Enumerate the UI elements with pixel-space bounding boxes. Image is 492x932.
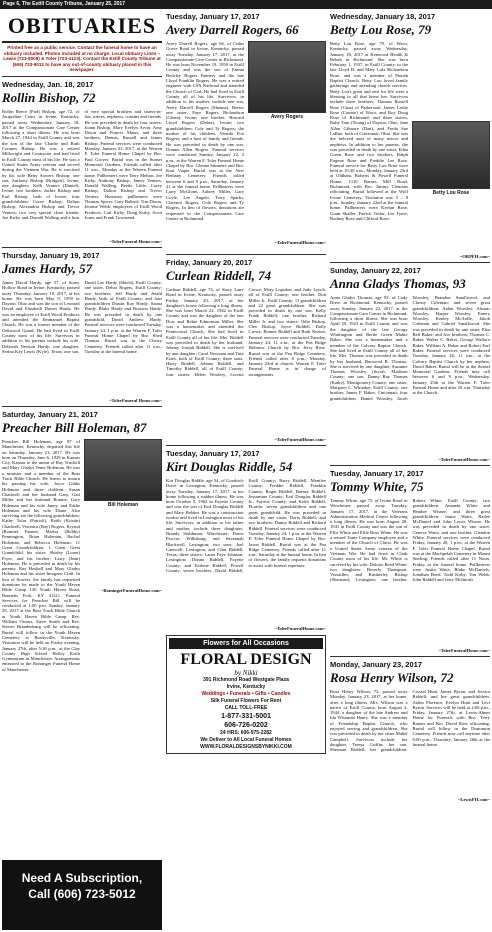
obituary-notice: Printed free as a public service. Contact the funeral home to have an obituary included. Photos included at no charge. Local obituary Lines – Lewis (723-8008) & Toler (723-4123). Contact the Estill County Tribune at (606) 723-9012 to have any out-of-county obituary placed in this newspaper. (3, 45, 161, 73)
portrait-photo (84, 439, 162, 501)
ad-name: FLORAL DESIGN (180, 651, 312, 668)
obit-body: Kirt Douglas Riddle, age 54, of Goodrich Drive in Lexington, Kentucky, passed away Tuesday, January 17, 2017, at his home following a sudden illness. He was born October 5, 1962 in Fayette County and was the son of Earl Douglas Riddell and Mary Belden. He was a construction worker and lived in Lexington most of his life. Survivors, in addition to his father and mother, include three daughters: Brandy Stubbman, Winchester; Dawn Proctor, Wilkshurg; and Savannah Blackwell, Lexington; two sons: Joel Cantwell, Lexington, and Clint Riddell, Texas; three sisters: Laura Faye Johnson, Lexington; Donna Riddell, Fayette County; and Earlene Riddell, Powell County; seven brothers: David Riddell, Estill County; Barry Riddell, Menifee County; Freddie Riddell, Franklin County; Roger Riddell, Barney Riddell, Jessamine County; Earl Douglas Riddell Jr., Fayette County; and Keith Riddell, Florida; seven grandchildren and one great grandchild. He was preceded in death by one sister, Doris Riddell; and two brothers: Danny Riddell and Richard Riddell. Funeral services were conducted Tuesday, January 24, 1 p.m. at the Warren F. Toler Funeral Home Chapel by Bro. Jason Riddell. Burial was at the Pea Ridge Cemetery. Friends called after 11 a.m., Saturday at the funeral home. In lieu of flowers, the family requests donations to assist with funeral expenses. (166, 478, 326, 574)
obit-date: Tuesday, January 17, 2017 (330, 469, 424, 478)
obit-avery (166, 12, 326, 251)
obit-body: Rosa Henry Wilson, 72, passed away Monday, January 23, 2017, at her home, after a long illness. Mrs. Wilson was a native of Estill County, born August 4, 1944, a daughter of the late Andrew and Ida Wiseman Henry. She was a member of Friendship Baptist Church, who enjoyed sewing and grandchildren. She was preceded in death by her sister Mabel Campbell. Survivors include her daughter, Teresa Griffin; her son, Sherman Riddell; her grandchildren: Crystal Hunt, James Byron, and Jessica Riddell; and her great grandchildren: Aiden Florence, Evelyn Hunt and Levi Byron. Services will be held at 2:00 p.m., Friday, January 27th, at Lewis-Abner Home for Funerals with Bro. Terry Barnes and Bro. David Ross officiating. Burial will follow in the Duncanon Cemetery. Friends may call anytime after 6:00 p.m., Thursday, January 26th at the funeral home. (330, 689, 490, 753)
obit-body: Anna Gladys Thomas, age 93, of Cady Drive in Richmond, Kentucky, passed away Sunday, January 22, 2017, at the Compassionate Care Center in Richmond, following a short illness. She was born April 29, 1923 in Estill County and was the daughter of the late George Whittington and Bertie Green Mabie Baker. She was a homemaker and a member of the Calvary Baptist Church. She had lived in Estill County all of her life. Mrs. Thomas was preceded in death by her husband, Burwood R. Thomas. She is survived by one daughter, Suzanne Thomas Woosley (Scott), Madison County; one son, Danny Ray Thomas (Kathy), Montgomery County; one sister, Margaret L. Whitaker, Estill County; one brother, James F. Baker, Cincinnati; four grandchildren, Daniel Woosley, Jacob Woosley, Brandon Smallwood, and Christy Coleman; and seven great grandchildren; Aidan Woosley, Alistair Woosley, Harper Woosley, Emery Woosley, Kenley McArdle, Jakob Coleman and Gabriel Smallwood. She was preceded in death by one sister, Elza Bell Baker; and five brothers; Thomas C. Baker, Walter C. Baker, George Wallace Baker, William A. Baker and Robert Earl Baker. Funeral services were conducted Tuesday, January 26, 11 a.m., at the Calvary Baptist Church by her nephew, David Baker. Burial will be at the Sunset Memorial Gardens. Friends may call between 6 and 9 p.m., Wednesday, January 25th at the Warren F. Toler Funeral Home and after 10 a.m. Thursday at the Church. (330, 295, 490, 401)
photo-caption: Bill Holeman (107, 501, 139, 508)
obit-body: Avery Darrell Rogers, age 66, of Cedar Grove Road in Irvine, Kentucky, passed away Tuesday, January 17, 2017, at the Compassionate Care Center in Richmond. He was born November 19, 1950 in Estill County and was the son of Emma Beckley Rogers Fannery and the late Lloyd Franklin Rogers. He was a retired engineer with CSX Railroad and attended the Church of God. He had lived in Estill County all of his life. Survivors, in addition to his mother, include one son, Avery Darrell Rogers (Shauna), Berea; one sister, Faye Rogers Richardson (Glenn), Irvine; one brother, Howard Lloyd Rogers (Debra), Irvine; two grandchildren; Cole and Ty Rogers; the mother of his children, Veneda Fox Rogers; and a host of family and friends. He was preceded in death by one son, Donnie Allen Rogers. Funeral services were conducted Sunday, January 22, 2 p.m., at the Warren F. Toler Funeral Home Chapel by Bro. Glenna Stinnette and Bro. Kurt Vaque. Burial was at the New Bethany Cemetery. Friends called between 6 and 9 p.m., Saturday, January 21 at the funeral home. Pallbearers were Larry McGlone, Aubrey Miller, Gary Coyle, Lee Angelo, Terry Sparks, Clarence Rogers, Cole Rogers and Ty Rogers. In lieu of flowers, donations are requested to the Compassionate Care Center in Richmond. (166, 41, 244, 221)
page-title: OBITUARIES (2, 13, 162, 43)
obit-name: Betty Lou Rose, 79 (330, 22, 432, 37)
obit-body: Preacher Bill Holeman, age 87 of Manchester, Kentucky, departed this life on Saturday, January 21, 2017. He was born on Thursday, June 6, 1929 in Kansas City, Kansas to the union of Ray Truckell and Mary Gladys Vener Holeman. He was a minister and a member of the Bear Track Bible Church. He leaves to mourn his passing his wife, Joyce Gibbs Holeman and three children: Susan Chadwell and her husband Gary, Gail Miller and her husband Ronnie, Gary Holeman and his wife Janey, and Eddie Holeman and his wife Diane. Also surviving are the following grandchildren: Kathy Tolar (Patrick), Keith (Kristin) Chadwell, Veronica (Ray) Rogers, Krystal (Ronnie) Farmer, Marisa (Bobby) Pennington, Brian Holeman, Rachel Holeman, and Rebecca Holeman, 11 Great Grandchildren, 1 Great Great Grandchild, his sister: Shirley (Loren) Fryer, and his brother: Larry (Jean) Holeman. He is preceded in death by his parents: Ray Hoskell and Mary Gladys Holeman and his sister Imogene Craft. In lieu of flowers, the family has requested donations be made to the Youth Haven Bible Camp 150 Youth Haven Road, Bennetts Fork, KY 41311. Funeral Services for Preacher Bill will be conducted at 1:00 p.m. Sunday, January 29, 2017 at the Bear Track Bible Church at Youth Haven Bible Camp. Rev. William Owens, Steve Smith and Rev. Steven Brandenburg will be officiating. Burial will follow in the Youth Haven Cemetery at Beattyville, Kentucky. Visitation will be held on Friday evening, January 27th, after 5:30 p.m., at the Clay County High School Holley Keith Gymnasium in Manchester. Arrangements entrusted to the Rominger Funeral Home of Manchester. (2, 438, 80, 672)
column-middle (166, 9, 326, 754)
obit-date: Thursday, January 19, 2017 (2, 250, 100, 260)
obit-source: ~TolerFuneral Home.com~ (109, 397, 162, 403)
obit-kirt (166, 449, 326, 631)
obit-anna (330, 266, 490, 462)
obit-name: Kirt Douglas Riddle, 54 (166, 459, 293, 474)
obit-bill (2, 409, 162, 672)
obit-date: Wednesday, January 18, 2017 (330, 12, 436, 21)
obit-name: Rollin Bishop, 72 (2, 89, 96, 105)
obit-name: Avery Darrell Rogers, 66 (166, 22, 299, 37)
obit-body: Tommy White, age 75, of Irvine Road in Winchester passed away Tuesday, January 17, 2017, at the Veterans Administration Medical Center following a long illness. He was born August 28, 1941 in Estill County and was the son of Ellis White and Effie Ross White. He was a retired Trane Company employee and a member of the Church of Christ. He was a United States Army veteran of the Vietnam War. He had lived in Clark County most of his life. Mr. White is survived by his wife, Deloris Reed White; two daughters: Beverly Thompson, Versailles; and Kimberley Bishop (Sherman), Lexington; one brother, Robert White, Estill County; two grandchildren: Amanda White and Heather Wisner; and three great grandchildren: Jaime Watts, Bailee McDaniel and John Lewis Wisner. He was preceded in death by one sister, Geneva Watts; and one brother, Glendon White. Funeral services were conducted Friday, January 20, 1 p.m., at the Warren F. Toler Funeral Home Chapel. Burial was at the Machpelah Cemetery in Mount Sterling. Friends called after 11 Noon, Friday, at the funeral home. Pallbearers were Justin Watts, Blake McDaniels, Jonathan Reed, Todd Kirby, Tim Webb, John Riddell and Jerry McIntosh. (330, 498, 490, 583)
obit-curlean (166, 258, 326, 442)
obit-name: Tommy White, 75 (330, 479, 424, 494)
obit-body: James David Hardy, age 57, of Stony Hollow Road in Irvine, Kentucky, passed away Thursday, January 19, 2017, at his home. He was born May 9, 1959 in Dayton, Ohio and was the son of Leonard David and Elizabeth Dawes Hardy. He was an employee of Estill Wood Products and attended the Emmanuel Baptist Church. He was a former member of the Oakwood Guard. He had lived in Estill County most of his life. Survivors in addition to his parents include his wife, Deborah Newton Hardy; one daughter, Serina Kay Lewis (Kyle), Texas; one son, David Lee Hardy (Shiela), Estill County; one sister, Debra Rogers, Estill County; two brothers; Jeff Hardy and Jerald Hardy, both of Estill County; and four grandchildren Dustin Kay Hardy, Sauna Hardy, Blake Hardy and Braxton Hardy. He was preceded in death by one grandchild, David Andrew Hardy. Funeral services were conducted Tuesday, January 24, 1 p.m. at the Warren F. Toler Funeral Home Chapel by Bro. Shed Thomas. Burial was in the Cherry Cemetery. Friends called after 11 a.m., Tuesday at the funeral home. (2, 279, 162, 354)
obit-body: Curlean Riddell, age 74, of Stacy Lane Road in Irvine, Kentucky, passed away Friday, January 20, 2017, at her daughter's house following a long illness. She was born March 22, 1942 in Estill County and was the daughter of the late Dow and Rebie Edmonson Miller. She was a homemaker and attended the Pentecostal Church. She had lived in Estill County all of her life. Mrs. Riddell was preceded in death by her husband, Johnny Joseph Riddell. She is survived by one daughter; Carol Newman and Tina Estes, both of Estill County; three sons: Harry Riddell, Johnny Riddell, and Timothy Riddell, all of Estill County; four sisters; Helen Woolery, Loretta Crowe, Mary Logsdon, and Judy Lynch, all of Estill County; one brother, Don Miller Jr., Estill County; 11 grandchildren and 22 great grandchildren. She was preceded in death by one son, Kelly Frank Riddell; one brother, Richard Miller Jr. and two sisters: Odie Bishop, Cleo Bishop, Joyce Riddell, Dolly Crowe, Bonnie Riddell and Ruth Norton. Funeral services were conducted Tuesday, January 24, 11 a.m., at the Pea Ridge Holiness Church by Bro. Jerry Rose. Burial was at the Pea Ridge Cemetery. Friends called after 6 p.m., Monday, January 23rd at church. Warren F. Toler Funeral Home is in charge of arrangements. (166, 287, 326, 377)
ad-items: Weddings • Funerals • Gifts • Candles (201, 691, 291, 697)
ad-tollfree[interactable]: 1-877-331-5001 (221, 713, 271, 720)
portrait-photo (248, 41, 326, 113)
obit-rollin (2, 80, 162, 244)
obit-rosa (330, 660, 490, 802)
obit-source: ~ORPFH.com~ (459, 254, 490, 259)
portrait-photo (412, 121, 490, 189)
obit-date: Sunday, January 22, 2017 (330, 266, 421, 275)
ad-header: Flowers for All Occasions (169, 638, 323, 649)
obit-date: Wednesday, Jan. 18, 2017 (2, 79, 94, 89)
obit-source: ~LewisFH.com~ (458, 797, 490, 802)
photo-caption: Betty Lou Rose (432, 190, 470, 196)
obit-betty (330, 12, 490, 259)
obit-name: Rosa Henry Wilson, 72 (330, 670, 454, 685)
obit-james (2, 251, 162, 403)
obit-source: ~TolerFuneralHome.com~ (438, 648, 490, 653)
obit-source: ~TolerFuneralHome.com~ (274, 240, 326, 245)
photo-caption: Avery Rogers (270, 114, 304, 120)
obit-date: Tuesday, January 17, 2017 (166, 12, 260, 21)
obit-source: ~TolerFuneralHome.com~ (274, 437, 326, 442)
obit-body: Rollin Reece (Pud) Bishop, age 72, of Jacqueline Court in Irvine, Kentucky, passed away Wednesday, January 18, 2017 at the Compassionate Care Center following a short illness. He was born March 27, 1944 in Estill County and was the son of the late Charlie and Ruth Coomes Bishop. He was a retired Millwright and Contractor and had lived in Estill County most of his life. He was a United States Army veteran and served during the Vietnam War. He is survived by his wife Betty Sowers Bishop; one son, Anthony Bishop (Bridgett), Irvine; one daughter; Kelli Venters (Daniel), Irvine; two brothers; Jackie Bishop and Earl Bishop, both of Irvine; four grandchildren; Corey Bishop, Dalton Bishop, Alexandria Bishop and Trevor Venters; two very special close friends: Joe Kirby and Donald Walling and a host of very special brothers and sisters-in-law, nieces, nephews, cousins and friends. He was preceded in death by four sisters: Joann Bishop, Mary Evelyn Arvin, Amy Dixon and Francis Mann; and three brothers; Dennis, Russell and James Bishop. Funeral services were conducted Monday, January 23, 2017, at the Warren F. Toler Funeral Home Chapel by Bro. Paul Grover. Burial was in the Sunset Memorial Gardens. Friends called after 11 a.m., Monday at the Warren Funeral home. Pallbearers were Terry Melton, Joe Kirby, Anthony Bishop, Jamey Venters, Donald Walling, Beetle Little, Corey Bishop, Dalton Bishop and Trevor Venters. Honorary pallbearers were Thomas Spicer, Gary Ballard, Tim Dixon, Jerome Webb, employees of Estill Wood Products, Carl Kirby, Doug Kirby, Scott Jones and Frank Townsend. (2, 108, 162, 220)
subscription-banner[interactable]: Need A Subscription, Call (606) 723-5012 (2, 860, 162, 930)
obit-date: Saturday, January 21, 2017 (2, 409, 98, 419)
ad-city: Irvine, Kentucky (226, 684, 266, 690)
ad-delivery: We Deliver to All Local Funeral Homes (200, 737, 292, 743)
page-header: Page 6, The Estill County Tribune, January 25, 2017 (0, 0, 492, 9)
obit-source: ~TolerFuneralHome.com~ (438, 457, 490, 462)
obit-tommy (330, 469, 490, 653)
floral-design-ad[interactable] (166, 635, 326, 754)
ad-call: CALL TOLL-FREE (224, 705, 268, 711)
ad-by: by Nikki (234, 669, 258, 677)
obit-name: James Hardy, 57 (2, 260, 93, 276)
ad-address: 391 Richmond Road Westgate Plaza (203, 677, 289, 683)
obit-name: Curlean Riddell, 74 (166, 268, 272, 283)
column-left (2, 9, 162, 672)
column-right (330, 9, 490, 802)
obit-date: Tuesday, January 17, 2017 (166, 449, 260, 458)
obit-source: ~TolerFuneralHome.com~ (274, 626, 326, 631)
obit-name: Preacher Bill Holeman, 87 (2, 419, 147, 435)
obit-source: ~TolerFuneral Home.com~ (109, 238, 162, 244)
obit-name: Anna Gladys Thomas, 93 (330, 276, 466, 291)
obit-date: Monday, January 23, 2017 (330, 660, 422, 669)
obit-date: Friday, January 20, 2017 (166, 258, 253, 267)
ad-website[interactable]: WWW.FLORALDESIGNSBYNIKKI.COM (200, 744, 292, 750)
ad-phone2[interactable]: 24 HRS: 606-975-2282 (220, 730, 272, 736)
obit-body: Betty Lou Rose, age 79, of Waco, Kentucky, passed away Wednesday, January 18, 2017 at Kenwood Health & Rehab in Richmond. She was born February 1, 1937, in Estill County, to the late Lloyd B. and Mary Lula Richardson Rose, and was a member of Pinoak Baptist Church. Betty Lou loved family gatherings and attending church services. Betty Lou's great and zest for life were a blessing to all that knew her. Survivors include three brothers, Thomas Russell Rose (Gina) of Parkersoul, James Leslie Rose (Connie) of Waco, and Roy Doug Rose of Richmond; and three sisters, Ruby Tom (Young) of Dayton, Ohio, Jane Allen Gilmore (Dan), and Freda Sue LaRue, both of Cincinnati, Ohio. She was the beloved aunt of many nieces and nephews. In addition to her parents, she was preceded in death by one sister, Edna Green Rose and two brothers, Ralph Eugene Rose and Freddie Lee Rose. Funeral service for Betty Lou Rose were held at 10:30 a.m., Monday, January 23rd at Oldham, Roberts & Powell Funeral Home, 1110 Barnes Mill Road, Richmond, with Bro. Jimmy Clemons officiating. Burial followed at the Wolf Irvine Cemetery. Visitation was 5 – 8 p.m., Sunday, January 22nd at the funeral home. Pallbearers were Keelan Rose, Grant Skaller, Patrick Tudor, Lee Tyner, Rodney Rose and Clifford Rose. (330, 41, 408, 221)
ad-items2: Silk Funeral Flowers For Rent (210, 698, 282, 704)
obit-source: ~RomingerFuneralHome.com~ (100, 587, 162, 593)
ad-phone1[interactable]: 606-726-0202 (224, 722, 268, 729)
